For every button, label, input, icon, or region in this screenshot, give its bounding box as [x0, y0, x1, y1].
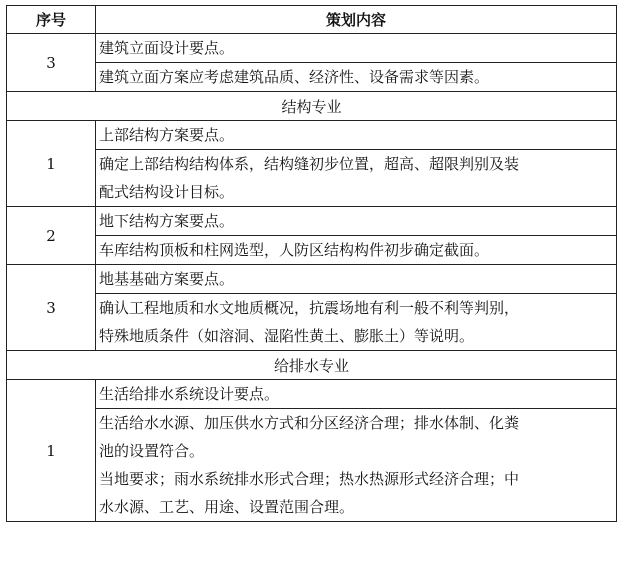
content-line: 配式结构设计目标。	[99, 183, 235, 201]
table-row	[7, 265, 617, 294]
row-number: 1	[7, 380, 96, 522]
content-cell	[96, 63, 617, 92]
content-line: 池的设置符合。	[99, 442, 205, 460]
content-line: 特殊地质条件（如溶洞、湿陷性黄土、膨胀土）等说明。	[99, 327, 475, 345]
table-row	[7, 236, 617, 265]
content-cell	[96, 207, 617, 236]
header-content: 策划内容	[96, 6, 617, 34]
table-body	[7, 34, 617, 522]
content-cell	[96, 380, 617, 409]
table-row	[7, 63, 617, 92]
row-number: 2	[7, 207, 96, 265]
section-title: 结构专业	[7, 92, 617, 121]
row-number: 1	[7, 121, 96, 207]
content-cell	[96, 294, 617, 351]
table-row	[7, 150, 617, 207]
content-line: 确定上部结构结构体系，结构缝初步位置，超高、超限判别及装	[99, 155, 520, 173]
section-header-row	[7, 92, 617, 121]
table-row	[7, 409, 617, 522]
row-number: 3	[7, 34, 96, 92]
table-row	[7, 294, 617, 351]
row-number: 3	[7, 265, 96, 351]
content-line: 建筑立面方案应考虑建筑品质、经济性、设备需求等因素。	[99, 68, 490, 86]
content-line: 建筑立面设计要点。	[99, 39, 235, 57]
content-cell	[96, 236, 617, 265]
content-cell	[96, 265, 617, 294]
content-line: 确认工程地质和水文地质概况，抗震场地有利一般不利等判别，	[99, 299, 520, 317]
content-cell	[96, 34, 617, 63]
table-header-row	[7, 6, 617, 34]
content-cell	[96, 121, 617, 150]
content-line: 水水源、工艺、用途、设置范围合理。	[99, 498, 355, 516]
table-row	[7, 207, 617, 236]
content-line: 地基基础方案要点。	[99, 270, 235, 288]
content-line: 上部结构方案要点。	[99, 126, 235, 144]
content-cell	[96, 409, 617, 522]
planning-table	[6, 5, 617, 522]
table-row	[7, 380, 617, 409]
content-cell	[96, 150, 617, 207]
content-line: 地下结构方案要点。	[99, 212, 235, 230]
content-line: 当地要求；雨水系统排水形式合理；热水热源形式经济合理；中	[99, 470, 520, 488]
content-line: 生活给排水系统设计要点。	[99, 385, 280, 403]
content-line: 生活给水水源、加压供水方式和分区经济合理；排水体制、化粪	[99, 414, 520, 432]
header-seq: 序号	[7, 6, 96, 34]
table-row	[7, 121, 617, 150]
content-line: 车库结构顶板和柱网选型，人防区结构构件初步确定截面。	[99, 241, 490, 259]
section-title: 给排水专业	[7, 351, 617, 380]
section-header-row	[7, 351, 617, 380]
table-row	[7, 34, 617, 63]
